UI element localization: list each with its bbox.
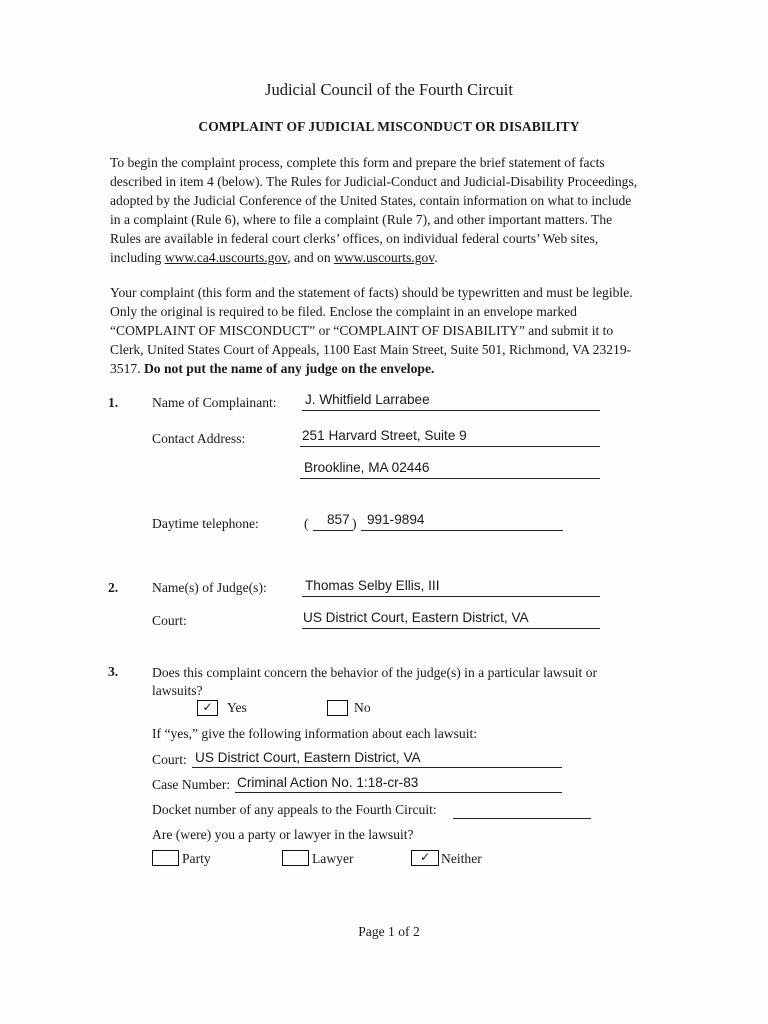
case-number-line: [235, 792, 562, 793]
no-label: No: [354, 700, 371, 715]
docket-number-label: Docket number of any appeals to the Fourth Circuit:: [152, 802, 437, 817]
envelope-warning: Do not put the name of any judge on the envelope.: [143, 361, 435, 377]
lawsuit-court-value[interactable]: US District Court, Eastern District, VA: [195, 750, 421, 765]
lawsuit-question-line: Does this complaint concern the behavior of the judge(s) in a particular lawsuit or: [152, 665, 598, 680]
item-3-number: 3.: [108, 664, 119, 679]
uscourts-link[interactable]: www.uscourts.gov: [334, 250, 435, 266]
phone-close-paren: ): [352, 516, 357, 531]
lawsuit-question: [152, 664, 597, 700]
docket-number-line[interactable]: [453, 818, 591, 819]
judge-name-label: Name(s) of Judge(s):: [152, 580, 267, 595]
party-checkbox[interactable]: [152, 850, 179, 866]
item-1-number: 1.: [108, 395, 119, 410]
complainant-name-value[interactable]: J. Whitfield Larrabee: [305, 392, 430, 407]
intro-line: To begin the complaint process, complete this form and prepare the brief statement of facts: [110, 155, 605, 170]
address-line2-line: [300, 478, 600, 479]
yes-checkbox[interactable]: ✓: [197, 700, 218, 716]
daytime-telephone-label: Daytime telephone:: [152, 516, 259, 531]
filing-text: 3517.: [110, 361, 144, 377]
filing-line: “COMPLAINT OF MISCONDUCT” or “COMPLAINT OF DISABILITY” and submit it to: [110, 323, 614, 339]
lawsuit-question-line: lawsuits?: [152, 683, 203, 698]
address-line2-value[interactable]: Brookline, MA 02446: [304, 460, 430, 475]
intro-line: in a complaint (Rule 6), where to file a complaint (Rule 7), and other important matters. The: [110, 212, 613, 228]
address-line1-line: [300, 446, 600, 447]
if-yes-instruction: If “yes,” give the following information about each lawsuit:: [152, 726, 478, 741]
judge-name-value[interactable]: Thomas Selby Ellis, III: [305, 578, 440, 593]
complainant-name-label: Name of Complainant:: [152, 395, 277, 410]
contact-address-label: Contact Address:: [152, 431, 246, 446]
intro-line: Rules are available in federal court clerks’ offices, on individual federal courts’ Web sites,: [110, 231, 599, 247]
intro-text: including: [110, 250, 165, 266]
court-line: [302, 628, 600, 629]
lawyer-label: Lawyer: [312, 851, 354, 866]
page-number: Page 1 of 2: [358, 924, 420, 939]
phone-number-value[interactable]: 991-9894: [367, 512, 425, 527]
filing-instructions: [110, 283, 675, 378]
intro-line: adopted by the Judicial Conference of the United States, contain information on what to include: [110, 193, 632, 209]
lawsuit-court-line: [192, 767, 562, 768]
phone-number-line: [361, 530, 563, 531]
lawyer-checkbox[interactable]: [282, 850, 309, 866]
court-label: Court:: [152, 613, 187, 628]
intro-paragraph: [110, 153, 675, 268]
complainant-name-line: [302, 410, 600, 411]
intro-line: [110, 248, 675, 267]
intro-text: , and on: [287, 250, 335, 266]
judge-name-line: [302, 596, 600, 597]
case-number-label: Case Number:: [152, 777, 231, 792]
filing-line: [110, 359, 675, 378]
party-label: Party: [182, 851, 211, 866]
form-council-title: Judicial Council of the Fourth Circuit: [265, 80, 513, 99]
lawsuit-court-label: Court:: [152, 752, 187, 767]
neither-label: Neither: [441, 851, 482, 866]
phone-open-paren: (: [304, 516, 309, 531]
area-code-line: [313, 530, 353, 531]
area-code-value[interactable]: 857: [327, 512, 350, 527]
address-line1-value[interactable]: 251 Harvard Street, Suite 9: [302, 428, 467, 443]
intro-text: .: [434, 250, 438, 266]
intro-line: described in item 4 (below). The Rules for Judicial-Conduct and Judicial-Disability Proceedings,: [110, 174, 638, 190]
filing-line: Your complaint (this form and the statement of facts) should be typewritten and must be legible.: [110, 285, 633, 300]
no-checkbox[interactable]: [327, 700, 348, 716]
neither-checkbox[interactable]: ✓: [411, 850, 439, 866]
yes-label: Yes: [227, 700, 247, 715]
case-number-value[interactable]: Criminal Action No. 1:18-cr-83: [237, 775, 419, 790]
court-value[interactable]: US District Court, Eastern District, VA: [303, 610, 529, 625]
filing-line: Only the original is required to be filed. Enclose the complaint in an envelope marked: [110, 304, 577, 320]
filing-line: Clerk, United States Court of Appeals, 1100 East Main Street, Suite 501, Richmond, VA 23219-: [110, 342, 632, 358]
party-lawyer-question: Are (were) you a party or lawyer in the lawsuit?: [152, 827, 414, 842]
item-2-number: 2.: [108, 580, 119, 595]
ca4-link[interactable]: www.ca4.uscourts.gov: [164, 250, 288, 266]
form-title: COMPLAINT OF JUDICIAL MISCONDUCT OR DISABILITY: [198, 119, 580, 134]
